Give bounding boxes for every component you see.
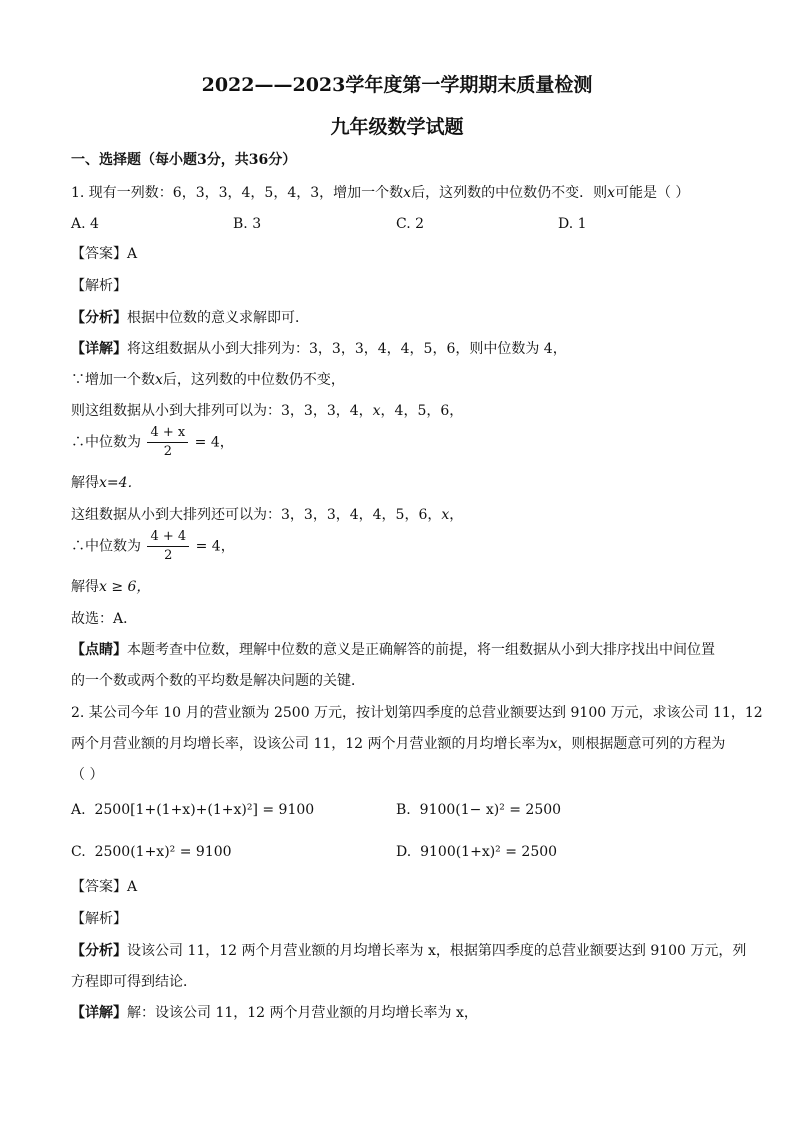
option-label: B.	[396, 802, 411, 818]
section-heading: 一、选择题（每小题3分，共36分）	[71, 152, 297, 168]
fenxi-tag: 【分析】	[71, 943, 127, 959]
q1-option-d: D. 1	[558, 216, 587, 232]
fraction	[147, 424, 188, 461]
fraction-numerator: 4 + 4	[147, 528, 189, 547]
equation-rhs: = 4，	[194, 434, 234, 451]
var-x: x	[441, 507, 450, 523]
fenxi-text: 根据中位数的意义求解即可．	[127, 310, 309, 326]
fenxi-tag: 【分析】	[71, 310, 127, 326]
text-part: 则这组数据从小到大排列可以为：3，3，3，4，	[71, 403, 373, 419]
text-part: 解得	[71, 579, 99, 595]
text-part: 后，这列数的中位数仍不变，	[162, 372, 345, 388]
fraction-numerator: 4 + x	[147, 424, 188, 443]
q1-stem-var: x	[403, 185, 412, 201]
q2-fenxi-2: 方程即可得到结论．	[71, 974, 197, 990]
q1-dianjing-2: 的一个数或两个数的平均数是解决问题的关键．	[71, 673, 365, 689]
q1-stem-var: x	[607, 185, 615, 201]
fraction-denominator: 2	[164, 548, 173, 563]
fenxi-text: 设该公司 11，12 两个月营业额的月均增长率为 x，根据第四季度的总营业额要达到 9100 万元，列	[127, 943, 747, 959]
option-label: C.	[71, 844, 86, 860]
text-part: 两个月营业额的月均增长率，设该公司 11，12 两个月营业额的月均增长率为	[71, 736, 550, 752]
option-equation: 2500(1+x)² = 9100	[94, 844, 232, 860]
text-part: 这组数据从小到大排列还可以为：3，3，3，4，4，5，6，	[71, 507, 442, 523]
q2-option-d	[396, 842, 557, 862]
q1-analysis-head: 【解析】	[71, 278, 127, 294]
solution: x=4．	[99, 475, 142, 491]
xiangjie-tag: 【详解】	[71, 341, 127, 357]
q1-solve-1	[71, 473, 142, 493]
xiangjie-text: 将这组数据从小到大排列为：3，3，3，4，4，5，6，则中位数为 4，	[127, 341, 567, 357]
xiangjie-tag: 【详解】	[71, 1005, 127, 1021]
q1-choose: 故选：A．	[71, 611, 138, 627]
q1-solve-2	[71, 577, 150, 597]
text-part: 解得	[71, 475, 99, 491]
fraction-denominator: 2	[163, 444, 172, 459]
solution: x ≥ 6，	[99, 579, 151, 595]
dianjing-text: 本题考查中位数，理解中位数的意义是正确解答的前提，将一组数据从小到大排序找出中间位置	[127, 642, 715, 658]
text-part: ∴中位数为	[71, 434, 141, 451]
q2-stem-3: （ ）	[71, 767, 104, 783]
q1-stem	[71, 183, 689, 203]
option-equation: 2500[1+(1+x)+(1+x)²] = 9100	[94, 802, 315, 818]
q1-also-line	[71, 505, 463, 525]
var-x: x	[372, 403, 381, 419]
option-equation: 9100(1− x)² = 2500	[419, 802, 562, 818]
page-title: 2022——2023学年度第一学期期末质量检测	[201, 74, 593, 96]
q1-then-line	[71, 401, 463, 421]
q2-fenxi-1	[71, 941, 746, 961]
q1-median-2	[71, 528, 235, 565]
q1-stem-part: 可能是（ ）	[614, 185, 690, 201]
q1-option-c: C. 2	[396, 216, 425, 232]
dianjing-tag: 【点睛】	[71, 642, 127, 658]
q1-stem-part: 1. 现有一列数：6，3，3，4，5，4，3，增加一个数	[71, 185, 404, 201]
q2-stem-1: 2. 某公司今年 10 月的营业额为 2500 万元，按计划第四季度的总营业额要达到 9100 万元，求该公司 11，12	[71, 705, 763, 721]
option-equation: 9100(1+x)² = 2500	[420, 844, 558, 860]
q2-stem-2	[71, 734, 725, 754]
q1-because-line	[71, 370, 345, 390]
var-x: x	[155, 372, 163, 388]
text-part: ∵增加一个数	[71, 372, 155, 388]
q2-analysis-head: 【解析】	[71, 911, 127, 927]
q1-answer: 【答案】A	[71, 246, 138, 262]
equation-rhs: = 4，	[195, 538, 235, 555]
text-part: ，4，5，6，	[380, 403, 464, 419]
q1-option-b: B. 3	[233, 216, 262, 232]
option-label: D.	[396, 844, 412, 860]
text-part: ，	[449, 507, 464, 523]
q2-option-c	[71, 842, 232, 862]
q1-median-1	[71, 424, 234, 461]
var-x: x	[549, 736, 558, 752]
q1-stem-part: 后，这列数的中位数仍不变．则	[411, 185, 608, 201]
text-part: ，则根据题意可列的方程为	[557, 736, 726, 752]
q1-option-a: A. 4	[71, 216, 99, 232]
fraction	[147, 528, 189, 565]
text-part: ∴中位数为	[71, 538, 141, 555]
option-label: A.	[71, 802, 86, 818]
q1-fenxi	[71, 308, 309, 328]
xiangjie-text: 解：设该公司 11，12 两个月营业额的月均增长率为 x，	[127, 1005, 478, 1021]
q2-option-a	[71, 800, 314, 820]
q1-dianjing-1	[71, 640, 715, 660]
q2-answer: 【答案】A	[71, 879, 138, 895]
q1-xiangjie	[71, 339, 567, 359]
page-subtitle: 九年级数学试题	[330, 116, 464, 138]
q2-option-b	[396, 800, 561, 820]
q2-xiangjie	[71, 1003, 478, 1023]
